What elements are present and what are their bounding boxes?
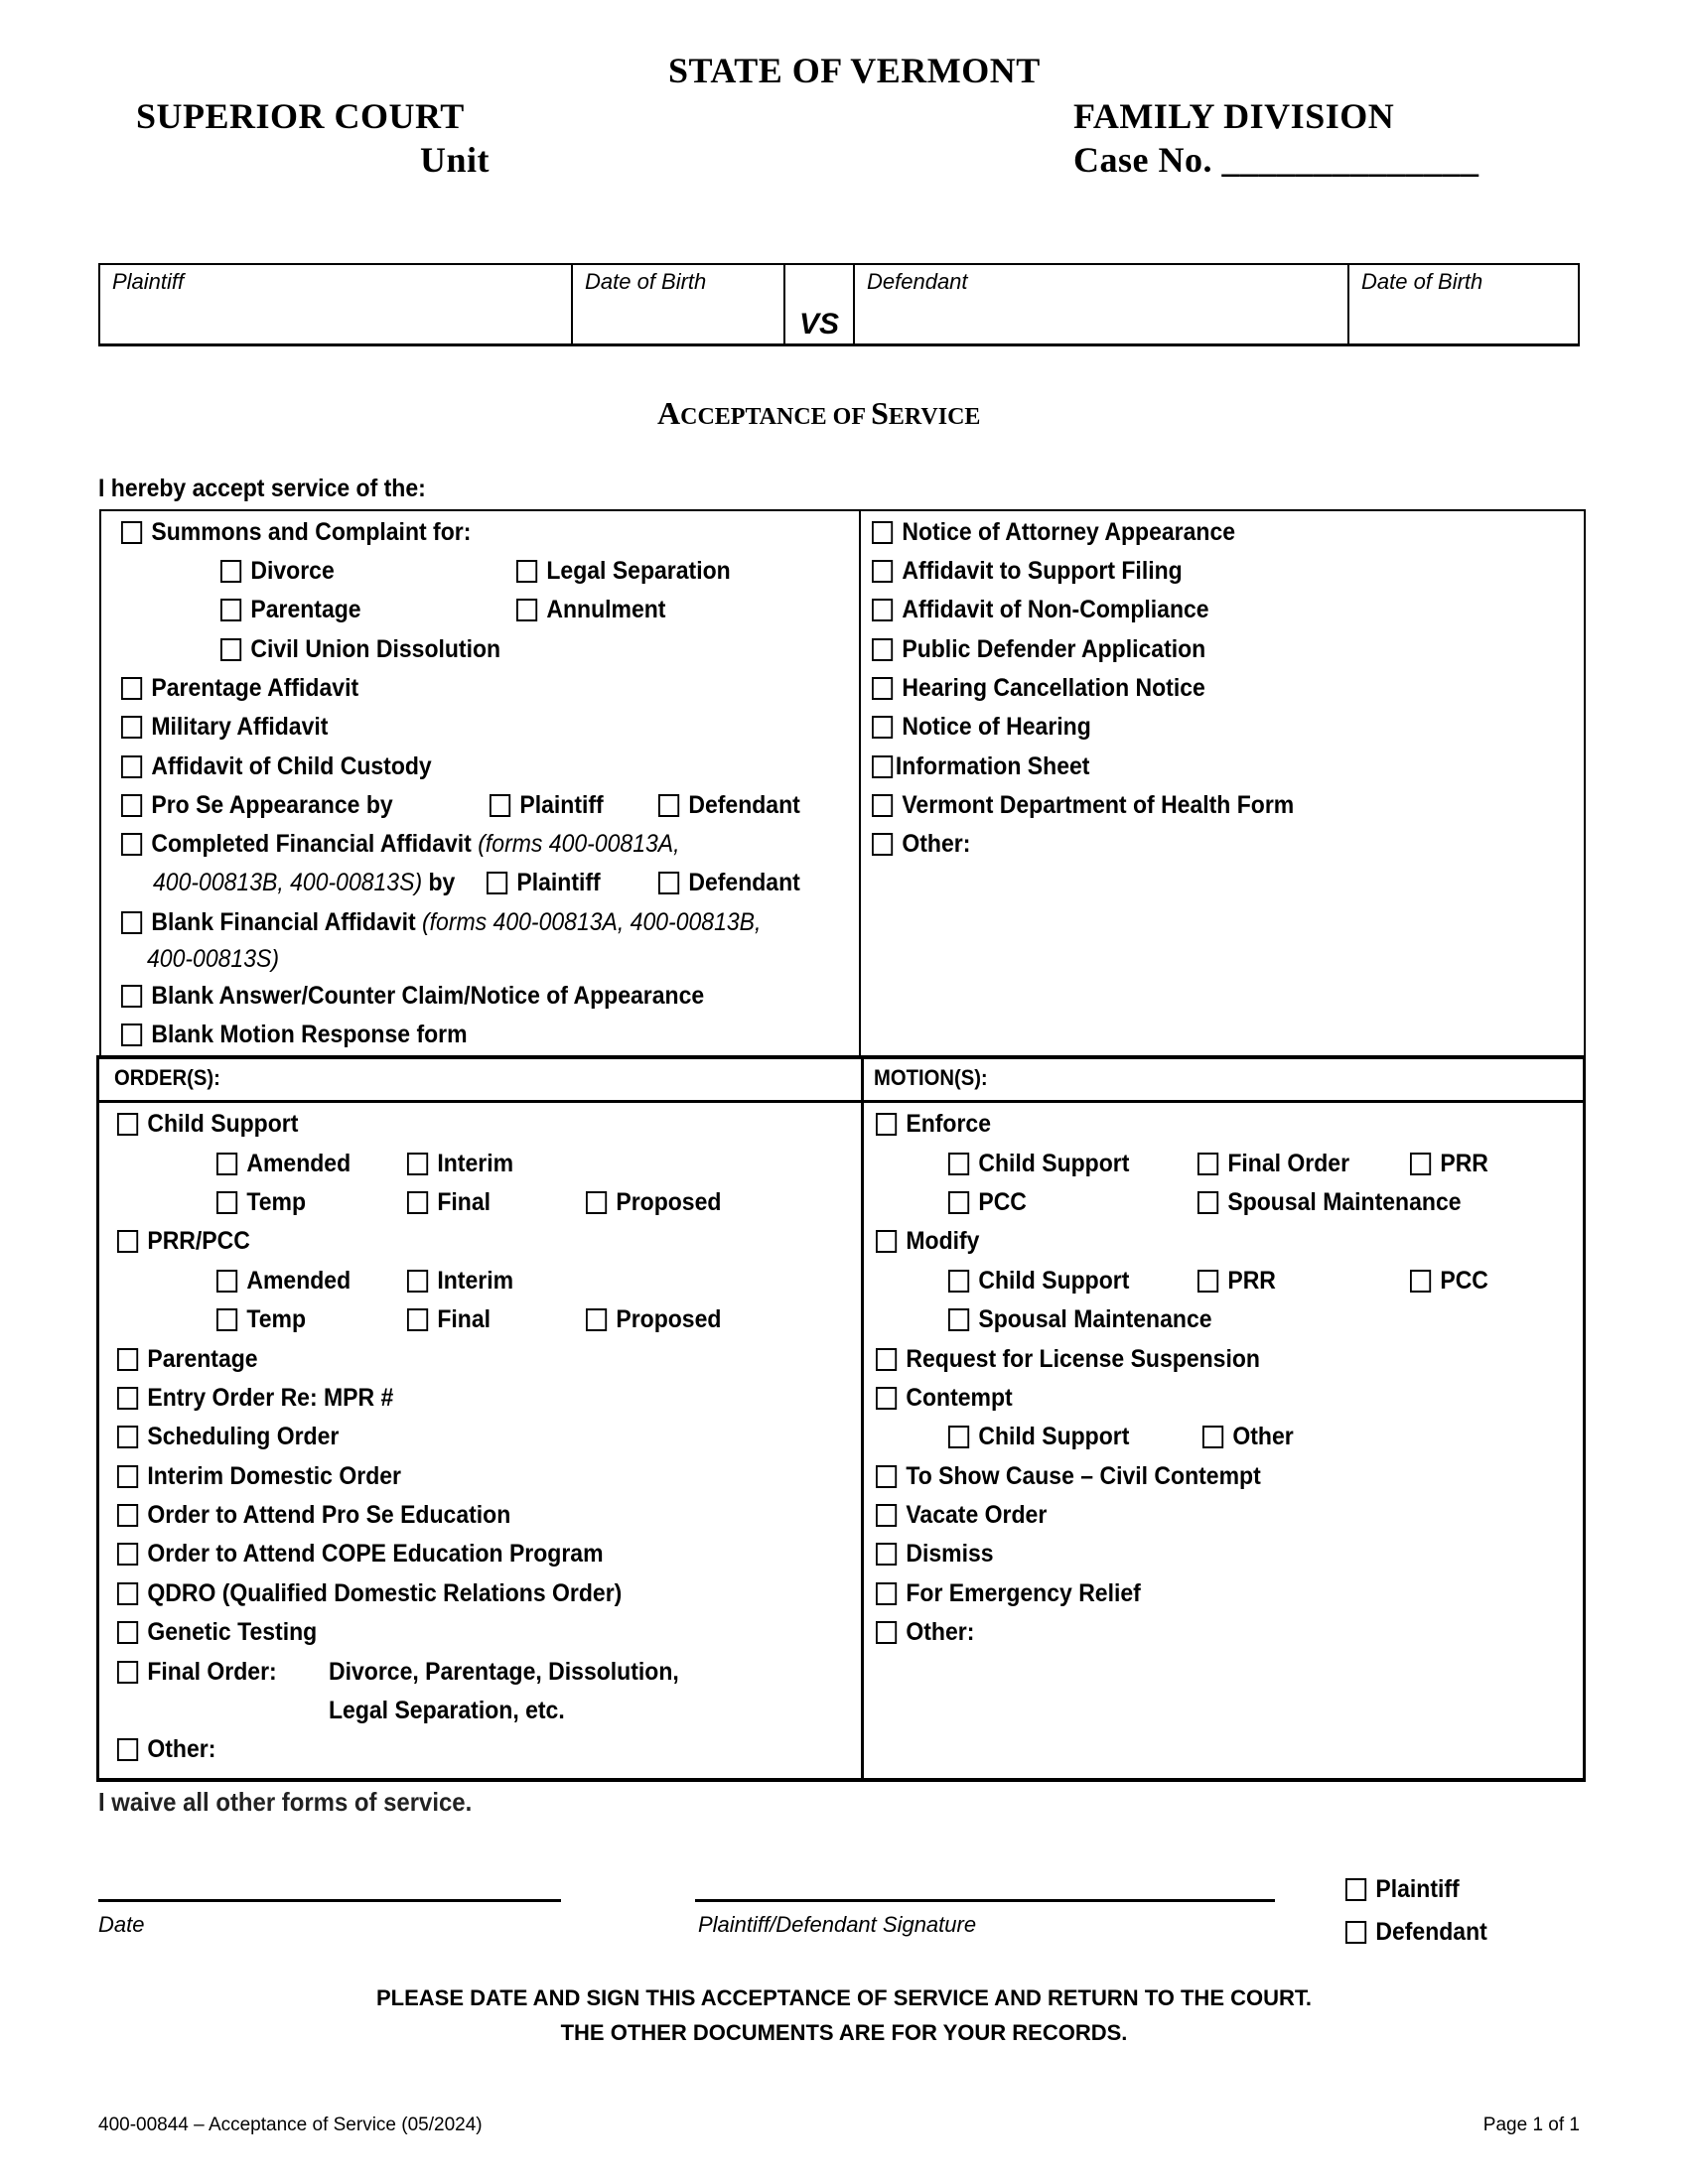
check-enforce-spousal[interactable]: Spousal Maintenance <box>1197 1187 1462 1217</box>
check-vdh-form[interactable]: Vermont Department of Health Form <box>872 790 1294 820</box>
checkbox-icon[interactable] <box>216 1270 237 1293</box>
party-table-bottom-rule <box>98 343 1580 346</box>
check-pp-amended[interactable]: Amended <box>216 1266 351 1296</box>
vs-label: VS <box>799 308 840 341</box>
docs-box-right <box>1584 509 1586 1058</box>
checkbox-icon[interactable] <box>121 716 142 739</box>
checkbox-icon[interactable] <box>1410 1153 1431 1175</box>
check-blank-motion[interactable]: Blank Motion Response form <box>121 1020 468 1049</box>
notice-line-1: PLEASE DATE AND SIGN THIS ACCEPTANCE OF SERVICE AND RETURN TO THE COURT. <box>376 1985 1312 2010</box>
orders-box-bottom <box>96 1778 1586 1782</box>
motions-heading: MOTION(S): <box>874 1065 988 1090</box>
checkbox-icon[interactable] <box>876 1504 897 1527</box>
check-annulment[interactable]: Annulment <box>516 595 665 624</box>
check-pro-se-plaintiff[interactable]: Plaintiff <box>490 790 604 820</box>
checkbox-icon[interactable] <box>121 833 142 856</box>
checkbox-icon[interactable] <box>872 677 893 700</box>
check-modify[interactable]: Modify <box>876 1226 979 1256</box>
check-affidavit-noncompliance[interactable]: Affidavit of Non-Compliance <box>872 595 1209 624</box>
checkbox-icon[interactable] <box>872 560 893 583</box>
check-completed-financial[interactable]: Completed Financial Affidavit (forms 400-00813A, <box>121 829 680 859</box>
checkbox-icon[interactable] <box>487 872 507 894</box>
plaintiff-dob-field[interactable] <box>572 264 784 344</box>
blank-financial-line2: 400-00813S) <box>147 945 279 973</box>
defendant-dob-label: Date of Birth <box>1361 269 1483 294</box>
checkbox-icon[interactable] <box>876 1113 897 1136</box>
check-blank-financial[interactable]: Blank Financial Affidavit (forms 400-00813A, 400-00813B, <box>121 907 761 937</box>
check-completed-plaintiff[interactable]: Plaintiff <box>487 868 601 897</box>
vs-cell <box>784 264 854 344</box>
check-license-suspension[interactable]: Request for License Suspension <box>876 1344 1260 1374</box>
check-order-child-support[interactable]: Child Support <box>117 1109 298 1139</box>
checkbox-icon[interactable] <box>121 677 142 700</box>
checkbox-icon[interactable] <box>121 755 142 778</box>
defendant-label: Defendant <box>867 269 968 294</box>
checkbox-icon[interactable] <box>117 1582 138 1605</box>
checkbox-icon[interactable] <box>216 1308 237 1331</box>
checkbox-icon[interactable] <box>121 521 142 544</box>
checkbox-icon[interactable] <box>876 1582 897 1605</box>
signature-line[interactable] <box>695 1899 1275 1902</box>
checkbox-icon[interactable] <box>216 1153 237 1175</box>
defendant-field[interactable] <box>854 264 1348 344</box>
checkbox-icon[interactable] <box>658 794 679 817</box>
check-notice-hearing[interactable]: Notice of Hearing <box>872 712 1091 742</box>
check-vacate[interactable]: Vacate Order <box>876 1500 1047 1530</box>
check-legal-separation[interactable]: Legal Separation <box>516 556 731 586</box>
checkbox-icon[interactable] <box>872 599 893 621</box>
check-enforce-prr[interactable]: PRR <box>1410 1149 1488 1178</box>
check-public-defender[interactable]: Public Defender Application <box>872 634 1205 664</box>
checkbox-icon[interactable] <box>948 1308 969 1331</box>
checkbox-icon[interactable] <box>117 1661 138 1684</box>
checkbox-icon[interactable] <box>1345 1878 1366 1901</box>
plaintiff-label: Plaintiff <box>112 269 185 294</box>
check-pp-interim[interactable]: Interim <box>407 1266 513 1296</box>
plaintiff-dob-label: Date of Birth <box>585 269 707 294</box>
checkbox-icon[interactable] <box>407 1270 428 1293</box>
check-other-docs[interactable]: Other: <box>872 829 970 859</box>
check-child-custody[interactable]: Affidavit of Child Custody <box>121 751 432 781</box>
checkbox-icon[interactable] <box>121 911 142 934</box>
page-number: Page 1 of 1 <box>1482 2115 1580 2135</box>
checkbox-icon[interactable] <box>516 599 537 621</box>
check-pp-temp[interactable]: Temp <box>216 1304 306 1334</box>
defendant-dob-field[interactable] <box>1348 264 1579 344</box>
orders-heading: ORDER(S): <box>114 1065 220 1090</box>
checkbox-icon[interactable] <box>117 1230 138 1253</box>
case-number-field[interactable]: Case No. ______________ <box>1073 140 1479 180</box>
checkbox-icon[interactable] <box>872 521 893 544</box>
check-scheduling-order[interactable]: Scheduling Order <box>117 1422 339 1451</box>
docs-box-divider <box>859 509 861 1058</box>
state-heading: STATE OF VERMONT <box>668 51 1041 90</box>
checkbox-icon[interactable] <box>876 1465 897 1488</box>
checkbox-icon[interactable] <box>1345 1921 1366 1944</box>
check-signer-defendant[interactable]: Defendant <box>1345 1917 1487 1947</box>
check-signer-plaintiff[interactable]: Plaintiff <box>1345 1874 1460 1904</box>
final-order-desc-1: Divorce, Parentage, Dissolution, <box>329 1658 679 1686</box>
check-qdro[interactable]: QDRO (Qualified Domestic Relations Order) <box>117 1578 622 1608</box>
checkbox-icon[interactable] <box>121 1024 142 1046</box>
check-modify-pcc[interactable]: PCC <box>1410 1266 1488 1296</box>
checkbox-icon[interactable] <box>117 1621 138 1644</box>
check-emergency-relief[interactable]: For Emergency Relief <box>876 1578 1141 1608</box>
checkbox-icon[interactable] <box>117 1348 138 1371</box>
check-parentage-affidavit[interactable]: Parentage Affidavit <box>121 673 358 703</box>
checkbox-icon[interactable] <box>948 1153 969 1175</box>
checkbox-icon[interactable] <box>872 755 893 778</box>
plaintiff-field[interactable] <box>99 264 572 344</box>
checkbox-icon[interactable] <box>948 1426 969 1448</box>
check-blank-answer[interactable]: Blank Answer/Counter Claim/Notice of Appearance <box>121 981 704 1011</box>
checkbox-icon[interactable] <box>407 1191 428 1214</box>
checkbox-icon[interactable] <box>1410 1270 1431 1293</box>
check-entry-order[interactable]: Entry Order Re: MPR # <box>117 1383 393 1413</box>
check-civil-union[interactable]: Civil Union Dissolution <box>220 634 500 664</box>
check-genetic-testing[interactable]: Genetic Testing <box>117 1617 317 1647</box>
check-contempt[interactable]: Contempt <box>876 1383 1013 1413</box>
check-interim-domestic[interactable]: Interim Domestic Order <box>117 1461 401 1491</box>
checkbox-icon[interactable] <box>872 833 893 856</box>
check-cs-temp[interactable]: Temp <box>216 1187 306 1217</box>
checkbox-icon[interactable] <box>117 1543 138 1566</box>
date-line[interactable] <box>98 1899 561 1902</box>
date-label: Date <box>98 1912 145 1937</box>
checkbox-icon[interactable] <box>117 1465 138 1488</box>
checkbox-icon[interactable] <box>117 1113 138 1136</box>
check-cs-proposed[interactable]: Proposed <box>586 1187 721 1217</box>
checkbox-icon[interactable] <box>216 1191 237 1214</box>
checkbox-icon[interactable] <box>876 1621 897 1644</box>
form-id: 400-00844 – Acceptance of Service (05/2024) <box>98 2115 483 2135</box>
check-notice-attorney[interactable]: Notice of Attorney Appearance <box>872 517 1235 547</box>
check-completed-defendant[interactable]: Defendant <box>658 868 800 897</box>
check-modify-child-support[interactable]: Child Support <box>948 1266 1129 1296</box>
form-title: ACCEPTANCE OF SERVICE <box>657 395 981 431</box>
check-pro-se[interactable]: Pro Se Appearance by <box>121 790 393 820</box>
checkbox-icon[interactable] <box>948 1191 969 1214</box>
final-order-desc-2: Legal Separation, etc. <box>329 1697 565 1724</box>
orders-header-rule <box>96 1100 1586 1103</box>
check-enforce[interactable]: Enforce <box>876 1109 991 1139</box>
checkbox-icon[interactable] <box>1202 1426 1223 1448</box>
check-parentage-complaint[interactable]: Parentage <box>220 595 361 624</box>
checkbox-icon[interactable] <box>1197 1191 1218 1214</box>
checkbox-icon[interactable] <box>872 794 893 817</box>
check-summons[interactable]: Summons and Complaint for: <box>121 517 471 547</box>
checkbox-icon[interactable] <box>220 560 241 583</box>
checkbox-icon[interactable] <box>1197 1153 1218 1175</box>
checkbox-icon[interactable] <box>872 638 893 661</box>
check-order-other[interactable]: Other: <box>117 1734 215 1764</box>
check-order-prr-pcc[interactable]: PRR/PCC <box>117 1226 250 1256</box>
signature-label: Plaintiff/Defendant Signature <box>698 1912 977 1937</box>
check-divorce[interactable]: Divorce <box>220 556 335 586</box>
docs-box-top <box>99 509 1586 511</box>
checkbox-icon[interactable] <box>407 1153 428 1175</box>
check-modify-prr[interactable]: PRR <box>1197 1266 1276 1296</box>
party-table <box>98 263 1580 345</box>
completed-financial-line2: 400-00813B, 400-00813S) by <box>153 869 456 896</box>
checkbox-icon[interactable] <box>117 1387 138 1410</box>
checkbox-icon[interactable] <box>407 1308 428 1331</box>
court-heading: SUPERIOR COURT <box>136 96 465 136</box>
orders-box-divider <box>861 1055 864 1782</box>
checkbox-icon[interactable] <box>586 1191 607 1214</box>
checkbox-icon[interactable] <box>117 1738 138 1761</box>
check-pp-final[interactable]: Final <box>407 1304 491 1334</box>
check-order-parentage[interactable]: Parentage <box>117 1344 258 1374</box>
checkbox-icon[interactable] <box>220 638 241 661</box>
notice-line-2: THE OTHER DOCUMENTS ARE FOR YOUR RECORDS. <box>560 2020 1128 2045</box>
checkbox-icon[interactable] <box>121 794 142 817</box>
docs-box-left <box>99 509 101 1058</box>
check-enforce-final-order[interactable]: Final Order <box>1197 1149 1349 1178</box>
check-military-affidavit[interactable]: Military Affidavit <box>121 712 328 742</box>
check-contempt-child-support[interactable]: Child Support <box>948 1422 1129 1451</box>
checkbox-icon[interactable] <box>586 1308 607 1331</box>
checkbox-icon[interactable] <box>117 1504 138 1527</box>
check-pro-se-education[interactable]: Order to Attend Pro Se Education <box>117 1500 510 1530</box>
check-motion-other[interactable]: Other: <box>876 1617 974 1647</box>
checkbox-icon[interactable] <box>872 716 893 739</box>
checkbox-icon[interactable] <box>948 1270 969 1293</box>
orders-box-left <box>96 1055 99 1782</box>
check-enforce-pcc[interactable]: PCC <box>948 1187 1027 1217</box>
check-enforce-child-support[interactable]: Child Support <box>948 1149 1129 1178</box>
check-pro-se-defendant[interactable]: Defendant <box>658 790 800 820</box>
check-cs-interim[interactable]: Interim <box>407 1149 513 1178</box>
check-hearing-cancellation[interactable]: Hearing Cancellation Notice <box>872 673 1205 703</box>
intro-text: I hereby accept service of the: <box>98 475 426 502</box>
checkbox-icon[interactable] <box>876 1387 897 1410</box>
check-final-order[interactable]: Final Order: <box>117 1657 277 1687</box>
checkbox-icon[interactable] <box>220 599 241 621</box>
division-heading: FAMILY DIVISION <box>1073 96 1395 136</box>
check-pp-proposed[interactable]: Proposed <box>586 1304 721 1334</box>
waiver-text: I waive all other forms of service. <box>98 1787 473 1817</box>
checkbox-icon[interactable] <box>876 1348 897 1371</box>
check-dismiss[interactable]: Dismiss <box>876 1539 994 1569</box>
checkbox-icon[interactable] <box>658 872 679 894</box>
checkbox-icon[interactable] <box>1197 1270 1218 1293</box>
orders-box-right <box>1583 1055 1586 1782</box>
check-show-cause[interactable]: To Show Cause – Civil Contempt <box>876 1461 1261 1491</box>
check-cope[interactable]: Order to Attend COPE Education Program <box>117 1539 604 1569</box>
checkbox-icon[interactable] <box>117 1426 138 1448</box>
checkbox-icon[interactable] <box>490 794 510 817</box>
check-affidavit-support[interactable]: Affidavit to Support Filing <box>872 556 1183 586</box>
checkbox-icon[interactable] <box>876 1543 897 1566</box>
orders-box-top <box>96 1055 1586 1059</box>
checkbox-icon[interactable] <box>121 985 142 1008</box>
check-cs-amended[interactable]: Amended <box>216 1149 351 1178</box>
checkbox-icon[interactable] <box>516 560 537 583</box>
check-modify-spousal[interactable]: Spousal Maintenance <box>948 1304 1212 1334</box>
check-contempt-other[interactable]: Other <box>1202 1422 1294 1451</box>
check-information-sheet[interactable]: Information Sheet <box>872 751 1089 781</box>
checkbox-icon[interactable] <box>876 1230 897 1253</box>
unit-label: Unit <box>420 140 491 180</box>
check-cs-final[interactable]: Final <box>407 1187 491 1217</box>
